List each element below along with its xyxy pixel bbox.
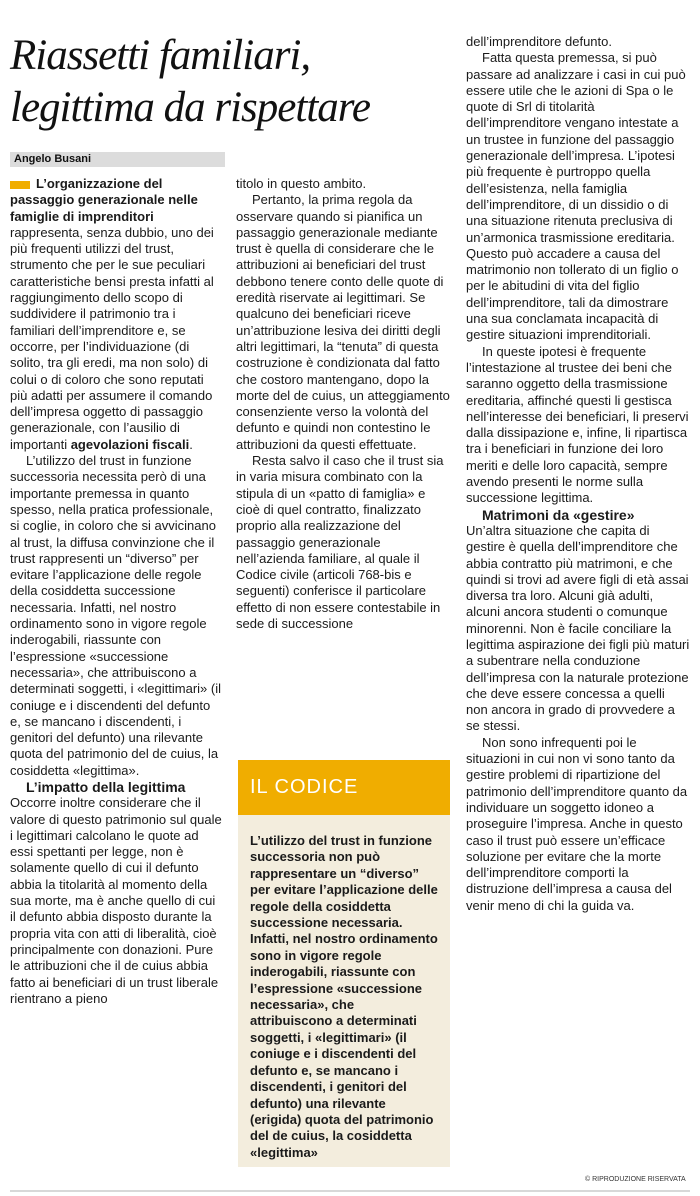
- lead-bold-text-2: agevolazioni fiscali: [70, 436, 190, 452]
- subheading-impatto: L’impatto della legittima: [26, 778, 186, 795]
- subheading-matrimoni: Matrimoni da «gestire»: [482, 506, 635, 523]
- paragraph: L’utilizzo del trust in funzione successoria necessita però di una importante premessa in quanto spesso, nella pratica professionale, si coglie, in coloro che si avvicinano al trust, la diffusa convinzione che il trust rappresenti un “diverso” per evitare l’applicazione delle regole della cosiddetta successione necessaria. Infatti, nel nostro ordinamento sono in vigore regole inderogabili, riassunte con l’espressione «successione necessaria», che attribuiscono a determinati soggetti, i «legittimari» (il coniuge e i discendenti del defunto e, se mancano i discendenti, i genitori del defunto) una rilevante quota del patrimonio del de cuius, la cosiddetta «legittima».: [10, 453, 221, 778]
- author-byline: Angelo Busani: [10, 152, 225, 167]
- paragraph: Pertanto, la prima regola da osservare quando si pianifica un passaggio generazionale mediante trust è quella di considerare che le attribuzioni ai beneficiari del trust debbono tenere conto delle quote di eredità riservate ai legittimari. Se qualcuno dei beneficiari riceve un’attribuzione lesiva dei diritti degli altri legittimari, la “tenuta” di questa costruzione è condizionata dal fatto che costoro mantengano, dopo la morte del de cuius, un atteggiamento consenziente verso la volontà del defunto e quindi non contestino le attribuzioni da questi effettuate.: [236, 192, 450, 452]
- headline-line-1: Riassetti familiari,: [10, 32, 311, 79]
- headline-line-2: legittima da rispettare: [10, 84, 370, 131]
- copyright-notice: © RIPRODUZIONE RISERVATA: [585, 1176, 686, 1183]
- paragraph: dell’imprenditore defunto.: [466, 34, 612, 49]
- paragraph: Non sono infrequenti poi le situazioni in cui non vi sono tanto da gestire problemi di ripartizione del patrimonio dell’imprenditore quanto da individuare un soggetto idoneo a proseguire l’impresa. Anche in questo caso il trust può essere un’efficace soluzione per evitare che la morte dell’imprenditore comporti la distruzione dell’impresa a causa del venir meno di chi la guida va.: [466, 734, 688, 913]
- bottom-divider: [10, 1190, 690, 1192]
- paragraph: Occorre inoltre considerare che il valore di questo patrimonio sul quale i legittimari calcolano le quote ad essi spettanti per legge, non è solamente quello di cui il defunto abbia la titolarità al momento della sua morte, ma è anche quello di cui il defunto abbia disposto durante la propria vita con atti di liberalità, cioè principalmente con donazioni. Pure le attribuzioni che il de cuius abbia fatto ai beneficiari di un trust liberale rientrano a pieno: [10, 795, 222, 1006]
- lead-bold-text: L’organizzazione del passaggio generazionale nelle famiglie di imprenditori: [10, 176, 198, 224]
- lead-text: rappresenta, senza dubbio, uno dei più frequenti utilizzi del trust, strumento che per le sue peculiari caratteristiche bensi presta infatti al raggiungimento dello scopo di suddividere il patrimonio tra i familiari dell’imprenditore e, se occorre, per l’individuazione (di solito, tra gli eredi, ma non solo) di colui o di coloro che sono reputati più adatti per assumere il comando dell’impresa oggetto di passaggio generazionale, con l’ausilio di importanti: [10, 224, 214, 452]
- article-column-1: [10, 176, 222, 1007]
- article-column-2: [236, 176, 451, 632]
- headline: [10, 30, 460, 134]
- sidebar-box-body: L’utilizzo del trust in funzione successoria non può rappresentare un “diverso” per evitare l’applicazione delle regole della cosiddetta successione necessaria. Infatti, nel nostro ordinamento sono in vigore regole inderogabili, riassunte con l’espressione «successione necessaria», che attribuiscono a determinati soggetti, i «legittimari» (il coniuge e i discendenti del defunto e, se mancano i discendenti, i genitori del defunto) una rilevante (erigida) quota del patrimonio del de cuius, la cosiddetta «legittima»: [238, 815, 450, 1167]
- paragraph: titolo in questo ambito.: [236, 176, 367, 191]
- paragraph: Un’altra situazione che capita di gestire è quella dell’imprenditore che abbia contratto più matrimoni, e che quindi si trovi ad avere figli di età assai diversa tra loro. Alcuni già adulti, alcuni ancora studenti o comunque minorenni. Non è facile conciliare la legittima aspirazione dei figli più maturi a subentrare nella conduzione dell’impresa con la naturale protezione che deve essere concessa a quelli non ancora in grado di provvedere a se stessi.: [466, 522, 690, 734]
- lead-marker-icon: [10, 181, 30, 189]
- lead-paragraph: [10, 176, 222, 453]
- paragraph: Resta salvo il caso che il trust sia in varia misura combinato con la stipula di un «patto di famiglia» e cioè di quel contratto, finalizzato proprio alla realizzazione del passaggio generazionale nell’azienda familiare, al quale il Codice civile (articoli 768-bis e seguenti) conferisce il particolare effetto di non essere contestabile in sede di successione: [236, 453, 444, 632]
- paragraph: Fatta questa premessa, si può passare ad analizzare i casi in cui può essere utile che le azioni di Spa o le quote di Srl di titolarità dell’imprenditore vengano intestate a un trustee in funzione del passaggio generazionale dell’impresa. L’ipotesi più frequente è purtroppo quella dell’esistenza, nella famiglia dell’imprenditore, di un dissidio o di una situazione ritenuta preclusiva di un’armonica trasmissione ereditaria. Questo può accadere a causa del matrimonio non tollerato di un figlio o per le abitudini di vita del figlio dell’imprenditore, tali da dimostrare una sua conclamata incapacità di gestire situazioni imprenditoriali.: [466, 50, 686, 343]
- article-column-3: [466, 34, 690, 914]
- sidebar-box-header: IL CODICE: [238, 760, 450, 815]
- paragraph: In queste ipotesi è frequente l’intestazione al trustee dei beni che saranno oggetto della trasmissione ereditaria, affinché questi li gestisca nell’interesse dei beneficiari, li preservi dalla dissipazione e, infine, li ripartisca tra i beneficiari in funzione dei loro meriti e delle loro capacità, sempre avendo presenti le norme sulla successione legittima.: [466, 343, 689, 506]
- lead-end: .: [189, 436, 193, 452]
